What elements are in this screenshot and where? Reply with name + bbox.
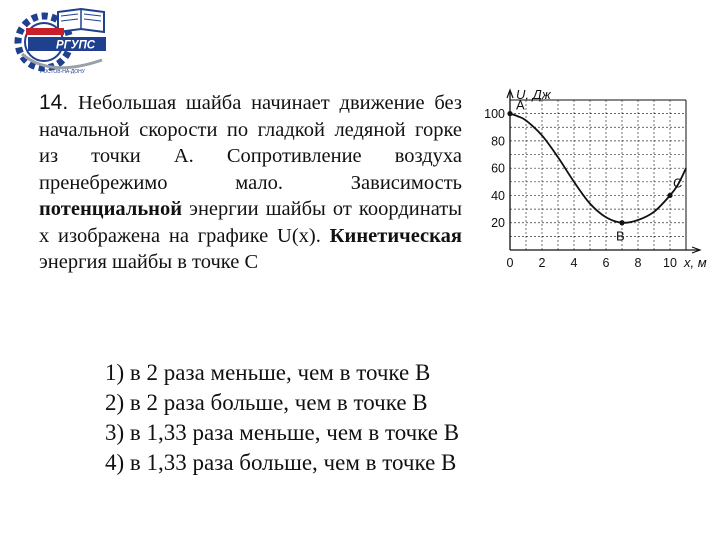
task-line-2: движение без начальной скорости по [39,92,462,141]
point-C [667,193,672,198]
y-tick-label: 100 [484,107,505,122]
answer-option-2: 2) в 2 раза больше, чем в точке В [105,390,428,415]
task-line-6: энергии шайбы от координаты х [39,198,462,247]
chart-grid [510,97,686,250]
chart-points [507,98,682,244]
task-line-7: изображена на графике U(x). [58,224,321,247]
task-bold-kinetic: Кинетическая [329,224,462,247]
y-tick-label: 20 [491,216,505,231]
university-logo [6,4,110,80]
answer-option-4: 4) в 1,33 раза больше, чем в точке В [105,450,457,475]
x-tick-label: 0 [506,256,514,270]
task-line-5: мало. Зависимость [235,171,462,194]
task-number: 14. [39,91,69,114]
potential-energy-chart [472,88,712,270]
point-B [619,220,624,225]
answer-options [105,358,459,478]
y-tick-label: 80 [491,134,505,149]
point-label-A: A [516,97,525,113]
task-text [39,90,462,276]
task-line-8: энергия шайбы в точке [39,251,240,273]
x-tick-label: 10 [663,256,677,270]
x-tick-label: 4 [570,256,578,270]
logo-red-band [26,28,64,35]
x-tick-label: 2 [538,256,546,270]
y-tick-label: 40 [491,188,505,203]
x-axis-label: x, м [684,255,707,270]
task-line-4: Сопротивление воздуха пренебрежимо [39,145,462,194]
y-axis-label: U, Дж [516,88,551,102]
chart-axes [507,90,700,253]
task-bold-potential: потенциальной [39,198,183,220]
x-tick-label: 8 [634,256,642,270]
logo-subtext: РОСТОВ-НА-ДОНУ [40,69,85,75]
point-label-B: B [616,228,625,244]
answer-option-3: 3) в 1,33 раза меньше, чем в точке В [105,420,460,445]
answer-option-1: 1) в 2 раза меньше, чем в точке В [105,360,431,385]
book-icon [58,9,104,32]
point-A [507,111,512,116]
task-line-3: гладкой ледяной горке из точки А. [39,118,463,167]
logo-text: РГУПС [56,39,96,52]
x-tick-label: 6 [602,256,610,270]
y-tick-label: 60 [491,161,505,176]
task-line-1: Небольшая шайба начинает [77,92,330,114]
point-label-C: C [673,175,683,191]
task-line-9: С [244,251,259,273]
chart-tick-labels [484,107,677,270]
